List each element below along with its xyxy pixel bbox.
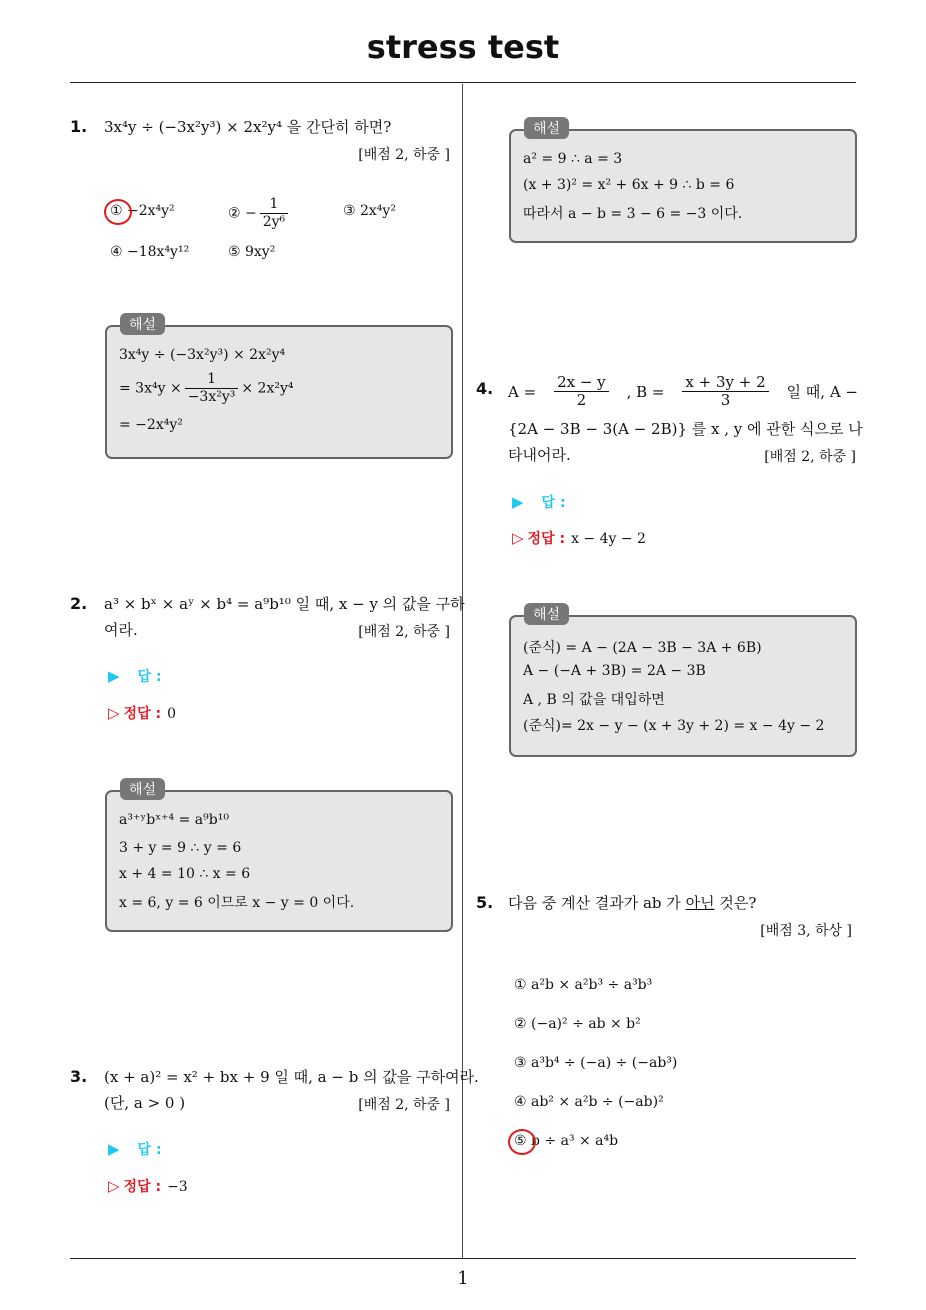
q1-option-1[interactable]: ① −2x⁴y² bbox=[110, 203, 175, 219]
solution-line: 3 + y = 9 ∴ y = 6 bbox=[119, 840, 242, 856]
q5-option-3[interactable]: ③ a³b⁴ ÷ (−a) ÷ (−ab³) bbox=[514, 1055, 678, 1071]
solution-tag: 해설 bbox=[524, 117, 569, 139]
q3-correct-row bbox=[108, 1176, 188, 1196]
solution-line: A − (−A + 3B) = 2A − 3B bbox=[523, 663, 706, 679]
q1-option-2[interactable] bbox=[228, 196, 291, 231]
question-4-points: [배점 2, 하중 ] bbox=[764, 449, 856, 465]
top-rule bbox=[70, 82, 856, 83]
fraction-numerator: x + 3y + 2 bbox=[682, 374, 768, 392]
solution-part: = 3x⁴y × bbox=[119, 380, 182, 397]
solution-line: (x + 3)² = x² + 6x + 9 ∴ b = 6 bbox=[523, 177, 735, 193]
solution-line: a² = 9 ∴ a = 3 bbox=[523, 151, 623, 167]
q1-option-5[interactable]: ⑤ 9xy² bbox=[228, 244, 276, 260]
q5-option-4[interactable]: ④ ab² × a²b ÷ (−ab)² bbox=[514, 1094, 664, 1110]
question-4-text-line3: 타내어라. bbox=[508, 446, 571, 464]
question-5-text bbox=[508, 890, 756, 916]
question-2-points: [배점 2, 하중 ] bbox=[358, 624, 450, 640]
correct-value: 0 bbox=[167, 706, 176, 722]
play-arrow-icon: ▶ bbox=[512, 493, 524, 511]
q1-option-2-label: ② − bbox=[228, 205, 257, 222]
question-3-points: [배점 2, 하중 ] bbox=[358, 1097, 450, 1113]
solution-tag: 해설 bbox=[120, 313, 165, 335]
correct-value: x − 4y − 2 bbox=[571, 531, 646, 547]
solution-line: a³⁺ʸbˣ⁺⁴ = a⁹b¹⁰ bbox=[119, 812, 229, 828]
fraction-denominator: 2y⁶ bbox=[262, 214, 286, 230]
answer-label: 답 : bbox=[137, 669, 162, 685]
q4-correct-row bbox=[512, 528, 646, 548]
solution-line: 3x⁴y ÷ (−3x²y³) × 2x²y⁴ bbox=[119, 347, 286, 363]
selected-answer-marker bbox=[508, 1129, 536, 1155]
q1-option-2-fraction bbox=[260, 196, 288, 231]
q5-option-2[interactable]: ② (−a)² ÷ ab × b² bbox=[514, 1016, 641, 1032]
q5-option-5[interactable]: ⑤ b ÷ a³ × a⁴b bbox=[514, 1133, 619, 1149]
q5-option-1[interactable]: ① a²b × a²b³ ÷ a³b³ bbox=[514, 977, 653, 993]
answer-label: 답 : bbox=[137, 1142, 162, 1158]
fraction-numerator: 1 bbox=[185, 371, 239, 389]
outline-arrow-icon: ▷ bbox=[512, 529, 524, 547]
solution-line: = −2x⁴y² bbox=[119, 417, 183, 433]
question-5-points: [배점 3, 하상 ] bbox=[760, 923, 852, 939]
q4-fraction-a bbox=[554, 374, 609, 409]
q5-text-start: 다음 중 계산 결과가 ab 가 bbox=[508, 894, 681, 912]
solution-line: x = 6, y = 6 이므로 x − y = 0 이다. bbox=[119, 895, 355, 911]
fraction-numerator: 1 bbox=[260, 196, 288, 214]
q4-part: , B = bbox=[626, 382, 665, 401]
question-4-number: 4. bbox=[476, 379, 494, 398]
fraction-denominator: 2 bbox=[576, 391, 587, 409]
q2-answer-row bbox=[108, 666, 162, 686]
page-title: stress test bbox=[366, 28, 560, 66]
question-2-number: 2. bbox=[70, 594, 88, 613]
q3-solution-box bbox=[509, 129, 857, 243]
fraction-numerator: 2x − y bbox=[554, 374, 609, 392]
solution-line: A , B 의 값을 대입하면 bbox=[523, 692, 665, 708]
q3-answer-row bbox=[108, 1139, 162, 1159]
correct-label: 정답 : bbox=[123, 1179, 162, 1195]
solution-line bbox=[119, 371, 293, 406]
solution-line: (준식) = A − (2A − 3B − 3A + 6B) bbox=[523, 640, 762, 656]
question-1-points: [배점 2, 하중 ] bbox=[358, 147, 450, 163]
answer-label: 답 : bbox=[541, 495, 566, 511]
bottom-rule bbox=[70, 1258, 856, 1259]
question-4-text-line1 bbox=[508, 374, 858, 409]
q5-text-underlined: 아닌 bbox=[685, 894, 715, 912]
q2-solution-box bbox=[105, 790, 453, 932]
solution-fraction bbox=[185, 371, 239, 406]
solution-line: (준식)= 2x − y − (x + 3y + 2) = x − 4y − 2 bbox=[523, 718, 825, 734]
q1-option-3[interactable]: ③ 2x⁴y² bbox=[343, 203, 396, 219]
selected-answer-marker bbox=[104, 199, 132, 225]
question-3-number: 3. bbox=[70, 1067, 88, 1086]
question-1-text: 3x⁴y ÷ (−3x²y³) × 2x²y⁴ 을 간단히 하면? bbox=[104, 118, 392, 136]
solution-tag: 해설 bbox=[120, 778, 165, 800]
fraction-denominator: −3x²y³ bbox=[187, 389, 236, 405]
question-2-text-line1: a³ × bˣ × aʸ × b⁴ = a⁹b¹⁰ 일 때, x − y 의 값을 구하 bbox=[104, 595, 465, 613]
page-number: 1 bbox=[457, 1268, 469, 1289]
q2-correct-row bbox=[108, 703, 176, 723]
q1-option-4[interactable]: ④ −18x⁴y¹² bbox=[110, 244, 190, 260]
question-2-text-line2: 여라. bbox=[104, 621, 138, 639]
question-1-number: 1. bbox=[70, 117, 88, 136]
solution-part: × 2x²y⁴ bbox=[241, 380, 294, 397]
solution-line: 따라서 a − b = 3 − 6 = −3 이다. bbox=[523, 206, 743, 222]
q5-text-end: 것은? bbox=[719, 894, 757, 912]
correct-label: 정답 : bbox=[527, 531, 566, 547]
q4-answer-row bbox=[512, 492, 566, 512]
q4-fraction-b bbox=[682, 374, 768, 409]
outline-arrow-icon: ▷ bbox=[108, 704, 120, 722]
fraction-denominator: 3 bbox=[720, 391, 731, 409]
solution-tag: 해설 bbox=[524, 603, 569, 625]
play-arrow-icon: ▶ bbox=[108, 667, 120, 685]
question-3-text-line1: (x + a)² = x² + bx + 9 일 때, a − b 의 값을 구하여라. bbox=[104, 1068, 479, 1086]
play-arrow-icon: ▶ bbox=[108, 1140, 120, 1158]
q4-part: A = bbox=[508, 382, 537, 401]
correct-value: −3 bbox=[167, 1179, 188, 1195]
outline-arrow-icon: ▷ bbox=[108, 1177, 120, 1195]
q4-solution-box bbox=[509, 615, 857, 757]
correct-label: 정답 : bbox=[123, 706, 162, 722]
question-4-text-line2: {2A − 3B − 3(A − 2B)} 를 x , y 에 관한 식으로 나 bbox=[508, 420, 863, 438]
solution-line: x + 4 = 10 ∴ x = 6 bbox=[119, 866, 251, 882]
question-5-number: 5. bbox=[476, 893, 494, 912]
q1-solution-box bbox=[105, 325, 453, 459]
question-3-text-line2: (단, a > 0 ) bbox=[104, 1094, 186, 1112]
q4-part: 일 때, A − bbox=[786, 382, 858, 401]
